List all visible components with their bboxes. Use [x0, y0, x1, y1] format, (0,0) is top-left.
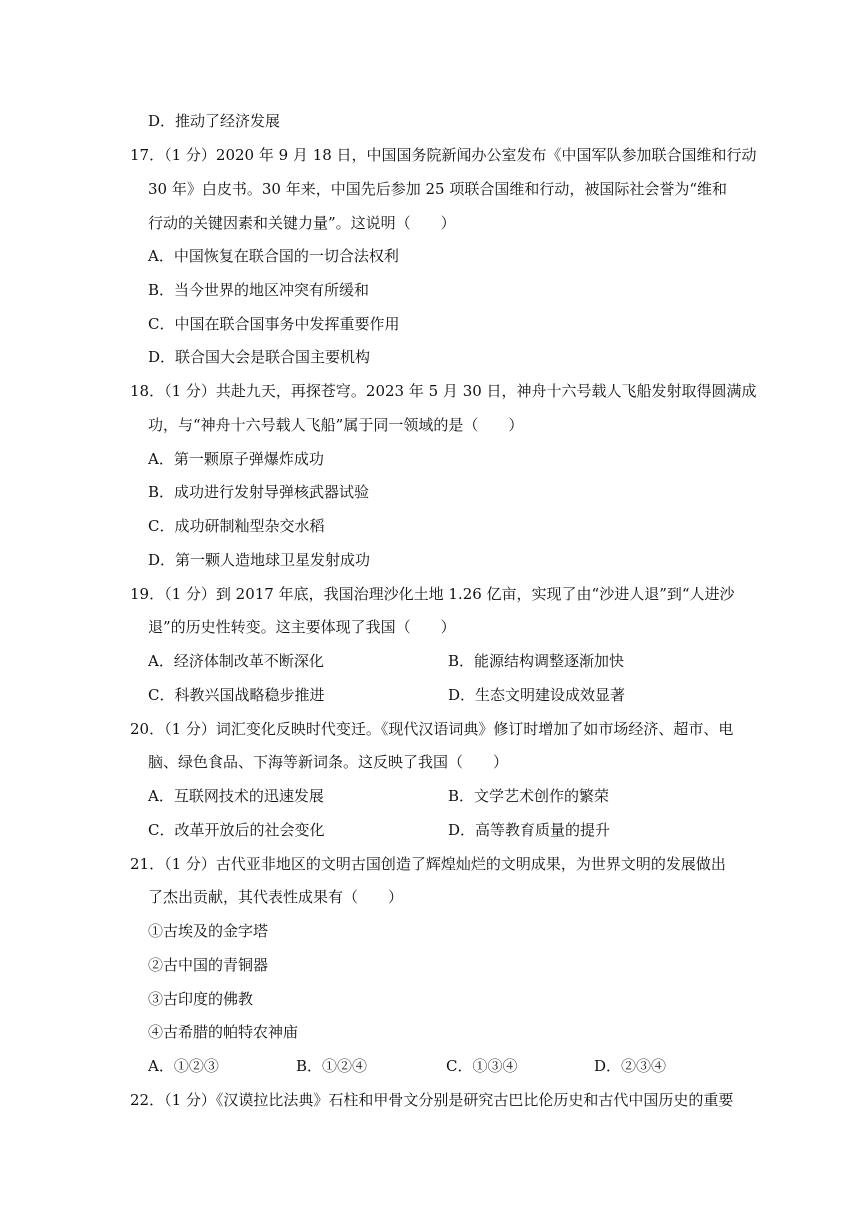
q20-stem-line2: 脑、绿色食品、下海等新词条。这反映了我国（ ） [148, 753, 509, 771]
q18-option-b: B．成功进行发射导弹核武器试验 [148, 483, 370, 501]
q18-stem-line2: 功，与“神舟十六号载人飞船”属于同一领域的是（ ） [148, 416, 524, 434]
q20-option-c: C．改革开放后的社会变化 [148, 821, 325, 839]
q21-stem-line1: 21．（1 分）古代亚非地区的文明古国创造了辉煌灿烂的文明成果，为世界文明的发展做出 [130, 855, 726, 873]
q20-stem-line1: 20．（1 分）词汇变化反映时代变迁。《现代汉语词典》修订时增加了如市场经济、超市、电 [130, 720, 734, 738]
q17-option-a: A．中国恢复在联合国的一切合法权利 [148, 247, 399, 265]
q17-stem-line1: 17．（1 分）2020 年 9 月 18 日，中国国务院新闻办公室发布《中国军队参加联合国维和行动 [130, 146, 757, 164]
q17-option-d: D．联合国大会是联合国主要机构 [148, 348, 371, 366]
q16-option-d: D．推动了经济发展 [148, 112, 281, 130]
q17-option-b: B．当今世界的地区冲突有所缓和 [148, 281, 370, 299]
q18-stem-line1: 18．（1 分）共赴九天，再探苍穹。2023 年 5 月 30 日，神舟十六号载人飞船发射取得圆满成 [130, 382, 757, 400]
q20-option-b: B．文学艺术创作的繁荣 [448, 787, 610, 805]
q18-option-a: A．第一颗原子弹爆炸成功 [148, 450, 324, 468]
q21-option-a: A．①②③ [148, 1057, 219, 1075]
q18-option-d: D．第一颗人造地球卫星发射成功 [148, 551, 371, 569]
q18-option-c: C．成功研制籼型杂交水稻 [148, 517, 325, 535]
q19-option-d: D．生态文明建设成效显著 [448, 686, 626, 704]
q19-option-b: B．能源结构调整逐渐加快 [448, 652, 625, 670]
q17-option-c: C．中国在联合国事务中发挥重要作用 [148, 315, 400, 333]
q17-stem-line3: 行动的关键因素和关键力量”。这说明（ ） [148, 214, 456, 232]
q21-item-4: ④古希腊的帕特农神庙 [148, 1023, 299, 1041]
q21-option-d: D．②③④ [594, 1057, 667, 1075]
q20-option-d: D．高等教育质量的提升 [448, 821, 611, 839]
q20-option-a: A．互联网技术的迅速发展 [148, 787, 324, 805]
q19-stem-line1: 19．（1 分）到 2017 年底，我国治理沙化土地 1.26 亿亩，实现了由“沙进人退”到“人进沙 [130, 585, 735, 603]
q19-option-c: C．科教兴国战略稳步推进 [148, 686, 325, 704]
q19-stem-line2: 退”的历史性转变。这主要体现了我国（ ） [148, 618, 456, 636]
q21-option-c: C．①③④ [446, 1057, 518, 1075]
q21-option-b: B．①②④ [296, 1057, 368, 1075]
q19-option-a: A．经济体制改革不断深化 [148, 652, 324, 670]
q21-item-3: ③古印度的佛教 [148, 990, 254, 1008]
q21-stem-line2: 了杰出贡献，其代表性成果有（ ） [148, 888, 404, 906]
q22-stem-line1: 22．（1 分）《汉谟拉比法典》石柱和甲骨文分别是研究古巴比伦历史和古代中国历史的重要 [130, 1091, 734, 1109]
q17-stem-line2: 30 年》白皮书。30 年来，中国先后参加 25 项联合国维和行动，被国际社会誉为“维和 [148, 180, 728, 198]
q21-item-2: ②古中国的青铜器 [148, 956, 269, 974]
q21-item-1: ①古埃及的金字塔 [148, 922, 269, 940]
